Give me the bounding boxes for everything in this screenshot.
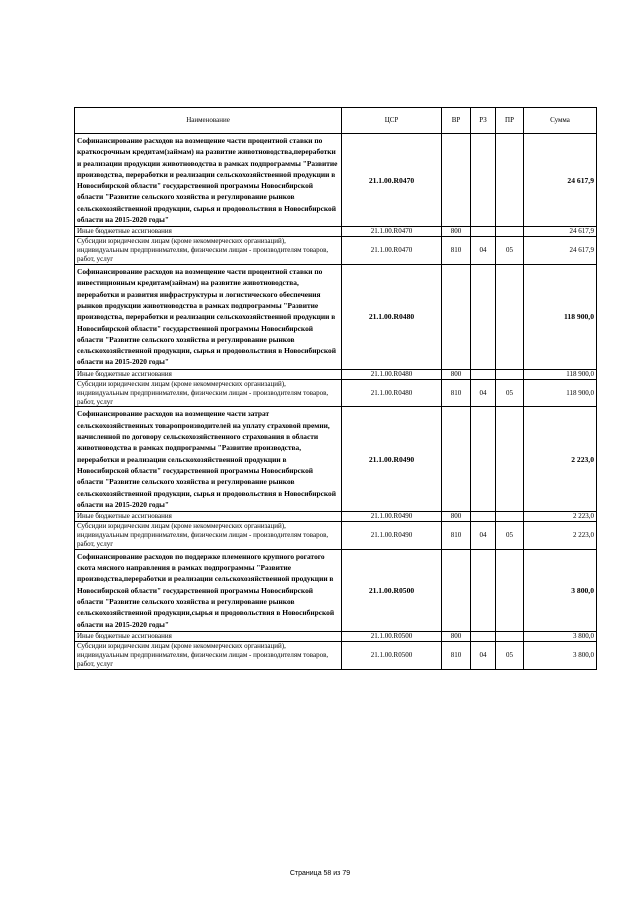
cell-vr: 800 bbox=[442, 227, 471, 237]
cell-pr bbox=[496, 631, 524, 641]
cell-name: Иные бюджетные ассигнования bbox=[75, 369, 342, 379]
cell-csr: 21.1.00.R0500 bbox=[342, 641, 442, 669]
header-vr: ВР bbox=[442, 108, 471, 134]
header-pr: ПР bbox=[496, 108, 524, 134]
table-row bbox=[75, 379, 597, 407]
cell-vr bbox=[442, 134, 471, 227]
budget-table-container bbox=[74, 107, 596, 670]
cell-name: Субсидии юридическим лицам (кроме некоммерческих организаций), индивидуальным предпринимателям, физическим лицам - производителям товаров, работ, услуг bbox=[75, 379, 342, 407]
cell-name: Софинансирование расходов на возмещение части процентной ставки по краткосрочным кредитам(займам) на развитие животноводства,переработки и реализации продукции животноводства в рамках подпрограммы "Развитие производства, переработки и реализации сельскохозяйственной продукции в Новосибирской области" государственной программы Новосибирской области "Развитие сельского хозяйства и регулирование рынков сельскохозяйственной продукции, сырья и продовольствия в Новосибирской области на 2015-2020 годы" bbox=[75, 134, 342, 227]
cell-pr bbox=[496, 549, 524, 631]
cell-rz: 04 bbox=[471, 522, 496, 550]
cell-csr: 21.1.00.R0470 bbox=[342, 134, 442, 227]
table-row bbox=[75, 369, 597, 379]
cell-vr: 810 bbox=[442, 379, 471, 407]
cell-csr: 21.1.00.R0490 bbox=[342, 512, 442, 522]
cell-rz bbox=[471, 227, 496, 237]
cell-pr bbox=[496, 369, 524, 379]
table-row bbox=[75, 549, 597, 631]
table-row bbox=[75, 512, 597, 522]
header-rz: РЗ bbox=[471, 108, 496, 134]
cell-rz bbox=[471, 631, 496, 641]
cell-name: Иные бюджетные ассигнования bbox=[75, 512, 342, 522]
table-row bbox=[75, 641, 597, 669]
cell-name: Иные бюджетные ассигнования bbox=[75, 227, 342, 237]
cell-sum: 24 617,9 bbox=[524, 134, 597, 227]
cell-sum: 118 900,0 bbox=[524, 369, 597, 379]
cell-vr bbox=[442, 265, 471, 370]
cell-sum: 24 617,9 bbox=[524, 227, 597, 237]
cell-pr bbox=[496, 227, 524, 237]
cell-csr: 21.1.00.R0470 bbox=[342, 237, 442, 265]
cell-sum: 2 223,0 bbox=[524, 512, 597, 522]
cell-rz bbox=[471, 407, 496, 512]
cell-rz: 04 bbox=[471, 379, 496, 407]
cell-pr: 05 bbox=[496, 379, 524, 407]
table-header-row bbox=[75, 108, 597, 134]
cell-sum: 3 800,0 bbox=[524, 549, 597, 631]
cell-sum: 118 900,0 bbox=[524, 379, 597, 407]
cell-vr: 800 bbox=[442, 512, 471, 522]
cell-vr bbox=[442, 549, 471, 631]
cell-csr: 21.1.00.R0480 bbox=[342, 265, 442, 370]
cell-rz bbox=[471, 134, 496, 227]
cell-name: Субсидии юридическим лицам (кроме некоммерческих организаций), индивидуальным предпринимателям, физическим лицам - производителям товаров, работ, услуг bbox=[75, 641, 342, 669]
cell-name: Софинансирование расходов по поддержке племенного крупного рогатого скота мясного направления в рамках подпрограммы "Развитие производства,переработки и реализации сельскохозяйственной продукции в Новосибирской области" государственной программы Новосибирской области "Развитие сельского хозяйства и регулирование рынков сельскохозяйственной продукции,сырья и продовольствия в Новосибирской области на 2015-2020 годы" bbox=[75, 549, 342, 631]
cell-sum: 3 800,0 bbox=[524, 631, 597, 641]
cell-vr bbox=[442, 407, 471, 512]
cell-csr: 21.1.00.R0490 bbox=[342, 407, 442, 512]
cell-vr: 800 bbox=[442, 369, 471, 379]
cell-vr: 810 bbox=[442, 641, 471, 669]
cell-vr: 810 bbox=[442, 522, 471, 550]
cell-pr bbox=[496, 407, 524, 512]
cell-pr: 05 bbox=[496, 237, 524, 265]
cell-name: Софинансирование расходов на возмещение части процентной ставки по инвестиционным кредитам(займам) на развитие животноводства, переработки и развития инфраструктуры и логистического обеспечения рынков продукции животноводства в рамках подпрограммы "Развитие производства, переработки и реализации сельскохозяйственной продукции в Новосибирской области" государственной программы Новосибирской области "Развитие сельского хозяйства и регулирование рынков сельскохозяйственной продукции, сырья и продовольствия в Новосибирской области на 2015-2020 годы" bbox=[75, 265, 342, 370]
table-body bbox=[75, 134, 597, 670]
cell-csr: 21.1.00.R0470 bbox=[342, 227, 442, 237]
table-row bbox=[75, 227, 597, 237]
header-csr: ЦСР bbox=[342, 108, 442, 134]
cell-sum: 2 223,0 bbox=[524, 522, 597, 550]
table-row bbox=[75, 631, 597, 641]
cell-pr: 05 bbox=[496, 641, 524, 669]
table-row bbox=[75, 407, 597, 512]
cell-pr: 05 bbox=[496, 522, 524, 550]
header-sum: Сумма bbox=[524, 108, 597, 134]
cell-csr: 21.1.00.R0490 bbox=[342, 522, 442, 550]
cell-pr bbox=[496, 512, 524, 522]
cell-sum: 2 223,0 bbox=[524, 407, 597, 512]
cell-csr: 21.1.00.R0500 bbox=[342, 631, 442, 641]
page-number: Страница 58 из 79 bbox=[289, 870, 351, 877]
cell-pr bbox=[496, 265, 524, 370]
cell-rz bbox=[471, 512, 496, 522]
table-row bbox=[75, 265, 597, 370]
cell-rz: 04 bbox=[471, 641, 496, 669]
cell-rz bbox=[471, 549, 496, 631]
budget-table bbox=[74, 107, 597, 670]
cell-sum: 118 900,0 bbox=[524, 265, 597, 370]
cell-name: Субсидии юридическим лицам (кроме некоммерческих организаций), индивидуальным предпринимателям, физическим лицам - производителям товаров, работ, услуг bbox=[75, 237, 342, 265]
table-row bbox=[75, 134, 597, 227]
cell-pr bbox=[496, 134, 524, 227]
cell-rz bbox=[471, 265, 496, 370]
table-row bbox=[75, 522, 597, 550]
cell-csr: 21.1.00.R0480 bbox=[342, 369, 442, 379]
cell-rz: 04 bbox=[471, 237, 496, 265]
cell-sum: 24 617,9 bbox=[524, 237, 597, 265]
cell-vr: 810 bbox=[442, 237, 471, 265]
cell-csr: 21.1.00.R0500 bbox=[342, 549, 442, 631]
cell-csr: 21.1.00.R0480 bbox=[342, 379, 442, 407]
cell-rz bbox=[471, 369, 496, 379]
cell-name: Субсидии юридическим лицам (кроме некоммерческих организаций), индивидуальным предпринимателям, физическим лицам - производителям товаров, работ, услуг bbox=[75, 522, 342, 550]
table-row bbox=[75, 237, 597, 265]
cell-name: Софинансирование расходов на возмещение части затрат сельскохозяйственных товаропроизводителей на уплату страховой премии, начисленной по договору сельскохозяйственного страхования в области животноводства в рамках подпрограммы "Развитие производства, переработки и реализации сельскохозяйственной продукции в Новосибирской области" государственной программы Новосибирской области "Развитие сельского хозяйства и регулирование рынков сельскохозяйственной продукции, сырья и продовольствия в Новосибирской области на 2015-2020 годы" bbox=[75, 407, 342, 512]
header-name: Наименование bbox=[75, 108, 342, 134]
cell-vr: 800 bbox=[442, 631, 471, 641]
cell-sum: 3 800,0 bbox=[524, 641, 597, 669]
cell-name: Иные бюджетные ассигнования bbox=[75, 631, 342, 641]
